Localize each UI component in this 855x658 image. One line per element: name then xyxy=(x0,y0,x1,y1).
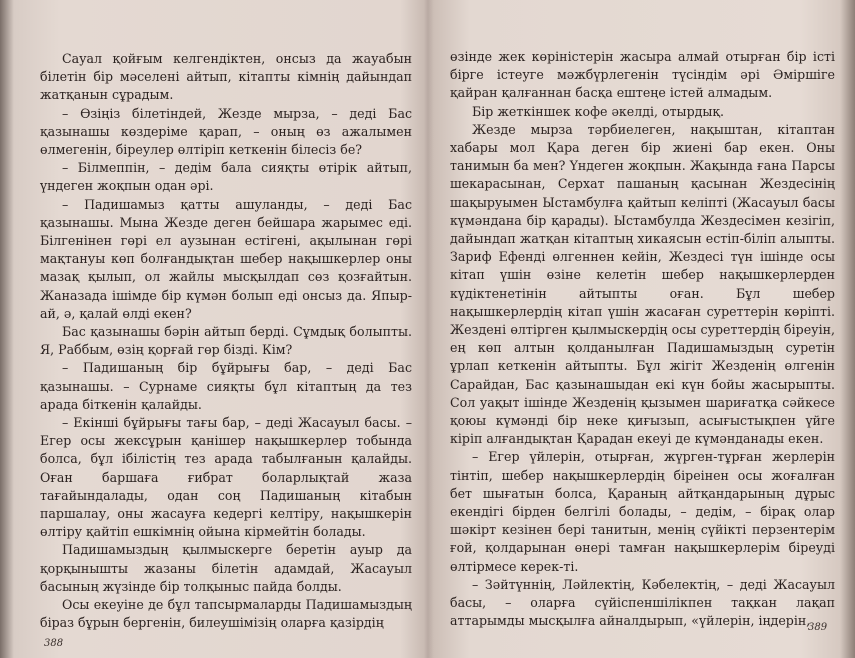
paragraph: – Падишаның бір бұйрығы бар, – деді Бас қазынашы. – Сурнаме сияқты бұл кітаптың да тез арада біткенін қалайды. xyxy=(40,360,412,412)
paragraph: Сауал қойғым келгендіктен, онсыз да жауабын білетін бір мәселені айтып, кітапты кімнің дайындап жатқанын сұрадым. xyxy=(40,51,412,103)
paragraph: Осы екеуіне де бұл тапсырмаларды Падишамыздың біраз бұрын бергенін, билеушімізің оларға қазірдің xyxy=(40,597,412,631)
right-page-text xyxy=(450,48,835,631)
page-number: 389 xyxy=(808,622,828,633)
paragraph: – Екінші бұйрығы тағы бар, – деді Жасауыл басы. – Егер осы жексұрын қанішер нақышкерлер тобында болса, бұл ібілістің тез арада табылғанын қалайды. Оған баршаға ғибрат боларлықтай жаза тағайындалады, одан соң Падишаның кітабын паршалау, оны жасауға кедергі келтіру, нақышкерін өлтіру қайтіп ешкімнің ойына кірмейтін болады. xyxy=(40,415,412,540)
paragraph: – Білмеппін, – дедім бала сияқты өтірік айтып, үндеген жоқпын одан әрі. xyxy=(40,160,412,194)
paragraph: Падишамыздың қылмыскерге беретін ауыр да қорқынышты жазаны білетін адамдай, Жасауыл басының жүзінде бір толқыныс пайда болды. xyxy=(40,542,412,594)
paragraph: Жезде мырза тәрбиелеген, нақыштан, кітаптан хабары мол Қара деген бір жиені бар екен. Оны танимын ба мен? Үндеген жоқпын. Жақында ғана Парсы шекарасынан, Серхат пашаның қасынан Жездесінің шақыруымен Ыстамбулға қайтып келіпті (Жасауыл басы күмәндана бір қарады). Ыстамбулда Жездесімен кезігіп, дайындап жатқан кітаптың хикаясын естіп-біліп алыпты. Зариф Ефенді өлгеннен кейін, Жездесі түн ішінде осы кітап үшін өзіне келетін шебер нақышкерлерден күдіктенетінін айтыпты оған. Бұл шебер нақышкерлердің кітап үшін жасаған суреттерін көріпті. Жездені өлтірген қылмыскердің осы суреттердің біреуін, ең көп алтын қолданылған Падишамыздың суретін ұрлап кеткенін айтыпты. Бұл жігіт Жезденің өлгенін Сарайдан, Бас қазынашыдан екі күн бойы жасырыпты. Сол уақыт ішінде Жезденің қызымен шариғатқа сәйкесе қоюы күмәнді бір неке қиғызып, асығыстықпен үйге кіріп алғандықтан Қарадан екеуі де күмәнданады екен. xyxy=(450,121,835,447)
paragraph: Бас қазынашы бәрін айтып берді. Сұмдық болыпты. Я, Раббым, өзің қорғай гөр бізді. Кім? xyxy=(40,324,412,358)
paragraph: өзінде жек көріністерін жасыра алмай отырған бір істі бірге істеуге мәжбүрлегенін түсіндім әрі Әміршіге қайран қалғаннан басқа ештеңе істей алмадым. xyxy=(450,49,835,101)
left-page-text xyxy=(40,50,412,633)
paragraph: – Падишамыз қатты ашуланды, – деді Бас қазынашы. Мына Жезде деген бейшара жарымес еді. Білгенінен гөрі ел аузынан естігені, ақылынан гөрі мақтануы көп болғандықтан шебер нақышкерлер оны мазақ қылып, ол жайлы мысқылдап сөз қозғайтын. Жаназада ішімде бір күмән болып еді онсыз да. Япыр-ай, ә, қалай өлді екен? xyxy=(40,196,412,321)
paragraph: – Өзіңіз білетіндей, Жезде мырза, – деді Бас қазынашы көздеріме қарап, – оның өз ажалымен өлмегенін, біреулер өлтіріп кеткенін білесіз бе? xyxy=(40,105,412,158)
page-number: 388 xyxy=(44,638,64,649)
left-page xyxy=(18,0,422,658)
paragraph: – Егер үйлерін, отырған, жүрген-тұрған жерлерін тінтіп, шебер нақышкерлердің біреінен осы жоғалған бет шығатын болса, Қараның айтқандарының дұрыс екендігі бірден белгілі болады, – дедім, – бірақ олар шәкірт кезінен бері танитын, менің сүйікті перзентерім ғой, қолдарынан өнері тамған нақышкерлерім біреуді өлтірмесе керек-ті. xyxy=(450,449,835,574)
paragraph: Бір жеткіншек кофе әкелді, отырдық. xyxy=(472,103,725,119)
paragraph: – Зәйтүннің, Ләйлектің, Кәбелектің, – деді Жасауыл басы, – оларға сүйіспеншілікпен тақкан лақап аттарымды мысқылға айналдырып, «үйлерін, іңдерін, xyxy=(450,576,835,629)
right-page xyxy=(432,0,842,658)
